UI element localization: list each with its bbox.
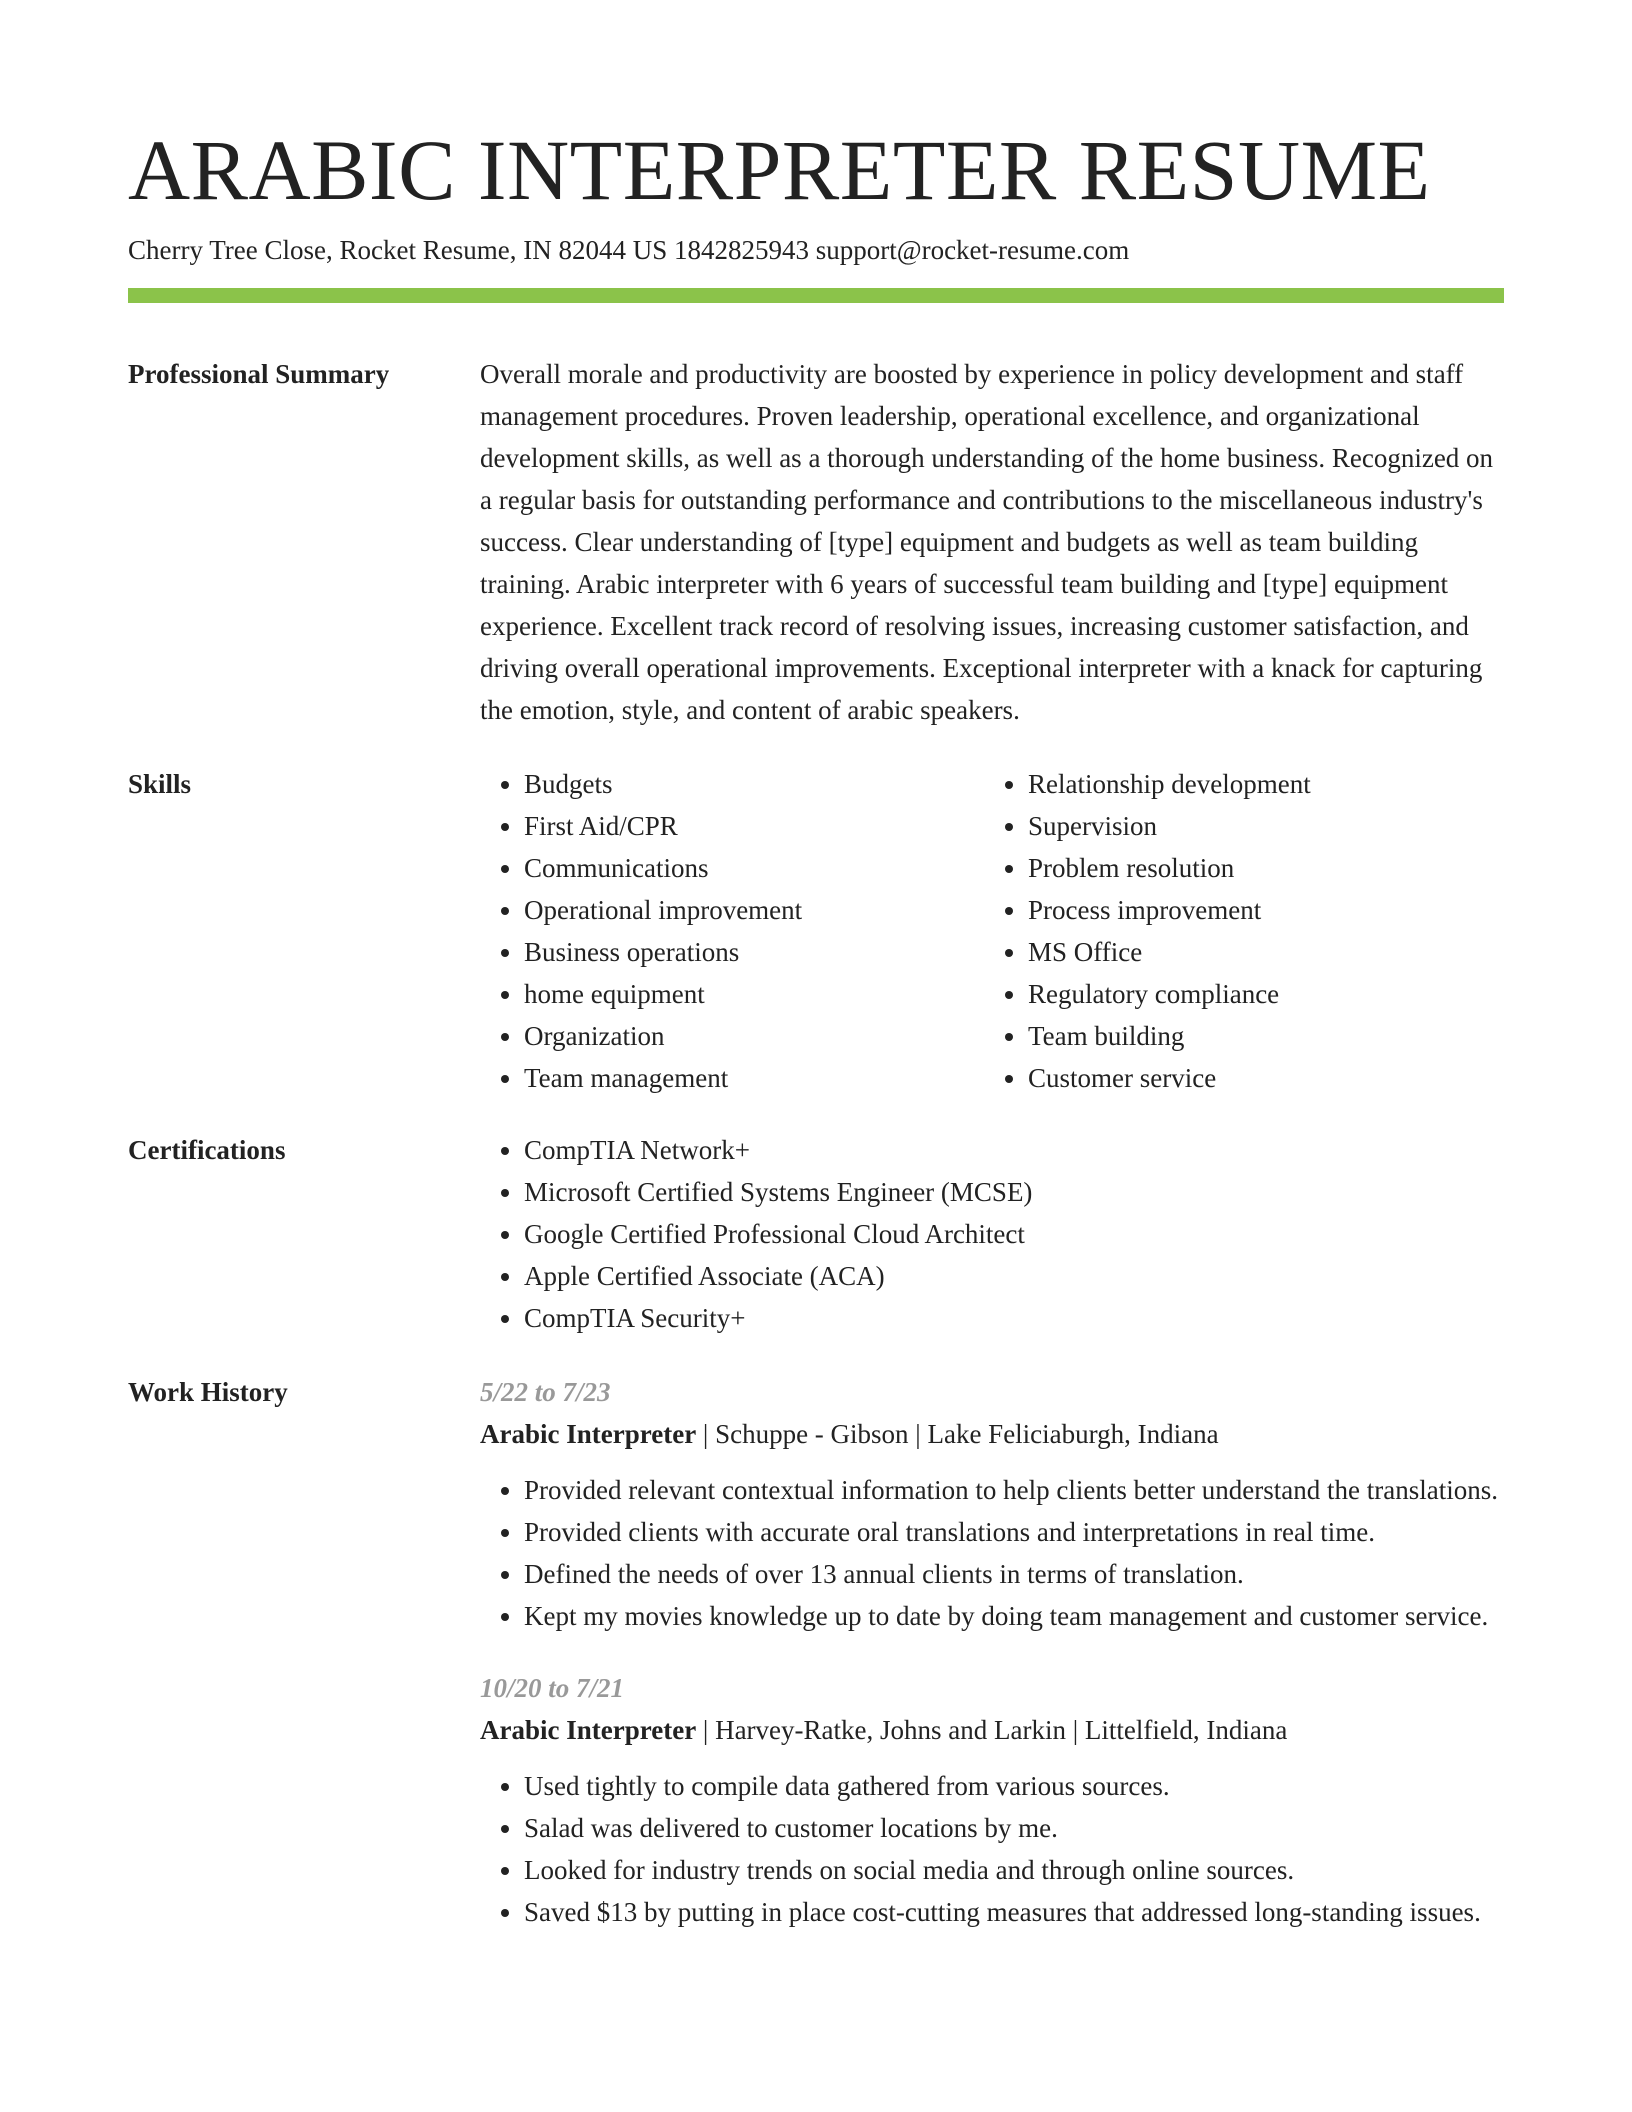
job-bullet: • Saved $13 by putting in place cost-cutting measures that addressed long-standing issues. <box>524 1891 1504 1933</box>
resume-title: ARABIC INTERPRETER RESUME <box>128 122 1431 218</box>
certification-item: • CompTIA Network+ <box>524 1129 1504 1171</box>
skills-list-right <box>984 763 1448 1099</box>
skill-item: • Business operations <box>524 931 984 973</box>
certification-item: • Google Certified Professional Cloud Architect <box>524 1213 1504 1255</box>
skills-heading: Skills <box>128 769 192 799</box>
skills-columns <box>480 763 1504 1099</box>
skill-item: • First Aid/CPR <box>524 805 984 847</box>
certifications-list <box>480 1129 1504 1339</box>
job-bullet: • Provided relevant contextual information to help clients better understand the translations. <box>524 1469 1504 1511</box>
skill-item: • Team building <box>1028 1015 1448 1057</box>
certifications-heading: Certifications <box>128 1135 286 1165</box>
skill-item: • Problem resolution <box>1028 847 1448 889</box>
skill-item: • Customer service <box>1028 1057 1448 1099</box>
skill-item: • Relationship development <box>1028 763 1448 805</box>
skills-list-left <box>480 763 984 1099</box>
job-title-line <box>480 1709 1504 1751</box>
job-entry <box>480 1667 1504 1933</box>
skill-item: • Operational improvement <box>524 889 984 931</box>
certification-item: • Microsoft Certified Systems Engineer (MCSE) <box>524 1171 1504 1213</box>
work-history-body <box>480 1371 1504 1933</box>
job-dates: 10/20 to 7/21 <box>480 1673 625 1703</box>
job-entry <box>480 1371 1504 1637</box>
skill-item: • Team management <box>524 1057 984 1099</box>
job-dates: 5/22 to 7/23 <box>480 1377 611 1407</box>
resume-page <box>128 118 1504 1933</box>
skills-section <box>128 763 1504 1099</box>
summary-section <box>128 353 1504 731</box>
skill-item: • MS Office <box>1028 931 1448 973</box>
job-title: Arabic Interpreter <box>480 1715 697 1745</box>
certifications-body <box>480 1129 1504 1339</box>
job-details: | Schuppe - Gibson | Lake Feliciaburgh, Indiana <box>696 1419 1219 1449</box>
summary-heading: Professional Summary <box>128 359 390 389</box>
job-details: | Harvey-Ratke, Johns and Larkin | Littelfield, Indiana <box>696 1715 1288 1745</box>
skill-item: • Communications <box>524 847 984 889</box>
header-divider <box>128 288 1504 303</box>
certification-item: • Apple Certified Associate (ACA) <box>524 1255 1504 1297</box>
job-bullet: • Defined the needs of over 13 annual clients in terms of translation. <box>524 1553 1504 1595</box>
job-bullet: • Used tightly to compile data gathered from various sources. <box>524 1765 1504 1807</box>
skill-item: • Organization <box>524 1015 984 1057</box>
skill-item: • Budgets <box>524 763 984 805</box>
job-bullets <box>480 1765 1504 1933</box>
certifications-section <box>128 1129 1504 1339</box>
contact-line: Cherry Tree Close, Rocket Resume, IN 82044 US 1842825943 support@rocket-resume.com <box>128 235 1130 265</box>
job-bullet: • Provided clients with accurate oral translations and interpretations in real time. <box>524 1511 1504 1553</box>
job-title: Arabic Interpreter <box>480 1419 697 1449</box>
skill-item: • home equipment <box>524 973 984 1015</box>
job-bullet: • Kept my movies knowledge up to date by doing team management and customer service. <box>524 1595 1504 1637</box>
skill-item: • Supervision <box>1028 805 1448 847</box>
skill-item: • Regulatory compliance <box>1028 973 1448 1015</box>
certification-item: • CompTIA Security+ <box>524 1297 1504 1339</box>
summary-text: Overall morale and productivity are boosted by experience in policy development and staff management procedures. Proven leadership, operational excellence, and organizational development skills, as well as a thorough understanding of the home business. Recognized on a regular basis for outstanding performance and contributions to the miscellaneous industry's success. Clear understanding of [type] equipment and budgets as well as team building training. Arabic interpreter with 6 years of successful team building and [type] equipment experience. Excellent track record of resolving issues, increasing customer satisfaction, and driving overall operational improvements. Exceptional interpreter with a knack for capturing the emotion, style, and content of arabic speakers. <box>480 359 1494 725</box>
job-bullet: • Salad was delivered to customer locations by me. <box>524 1807 1504 1849</box>
skill-item: • Process improvement <box>1028 889 1448 931</box>
work-history-heading: Work History <box>128 1377 288 1407</box>
job-title-line <box>480 1413 1504 1455</box>
job-bullet: • Looked for industry trends on social media and through online sources. <box>524 1849 1504 1891</box>
work-history-section <box>128 1371 1504 1933</box>
job-bullets <box>480 1469 1504 1637</box>
